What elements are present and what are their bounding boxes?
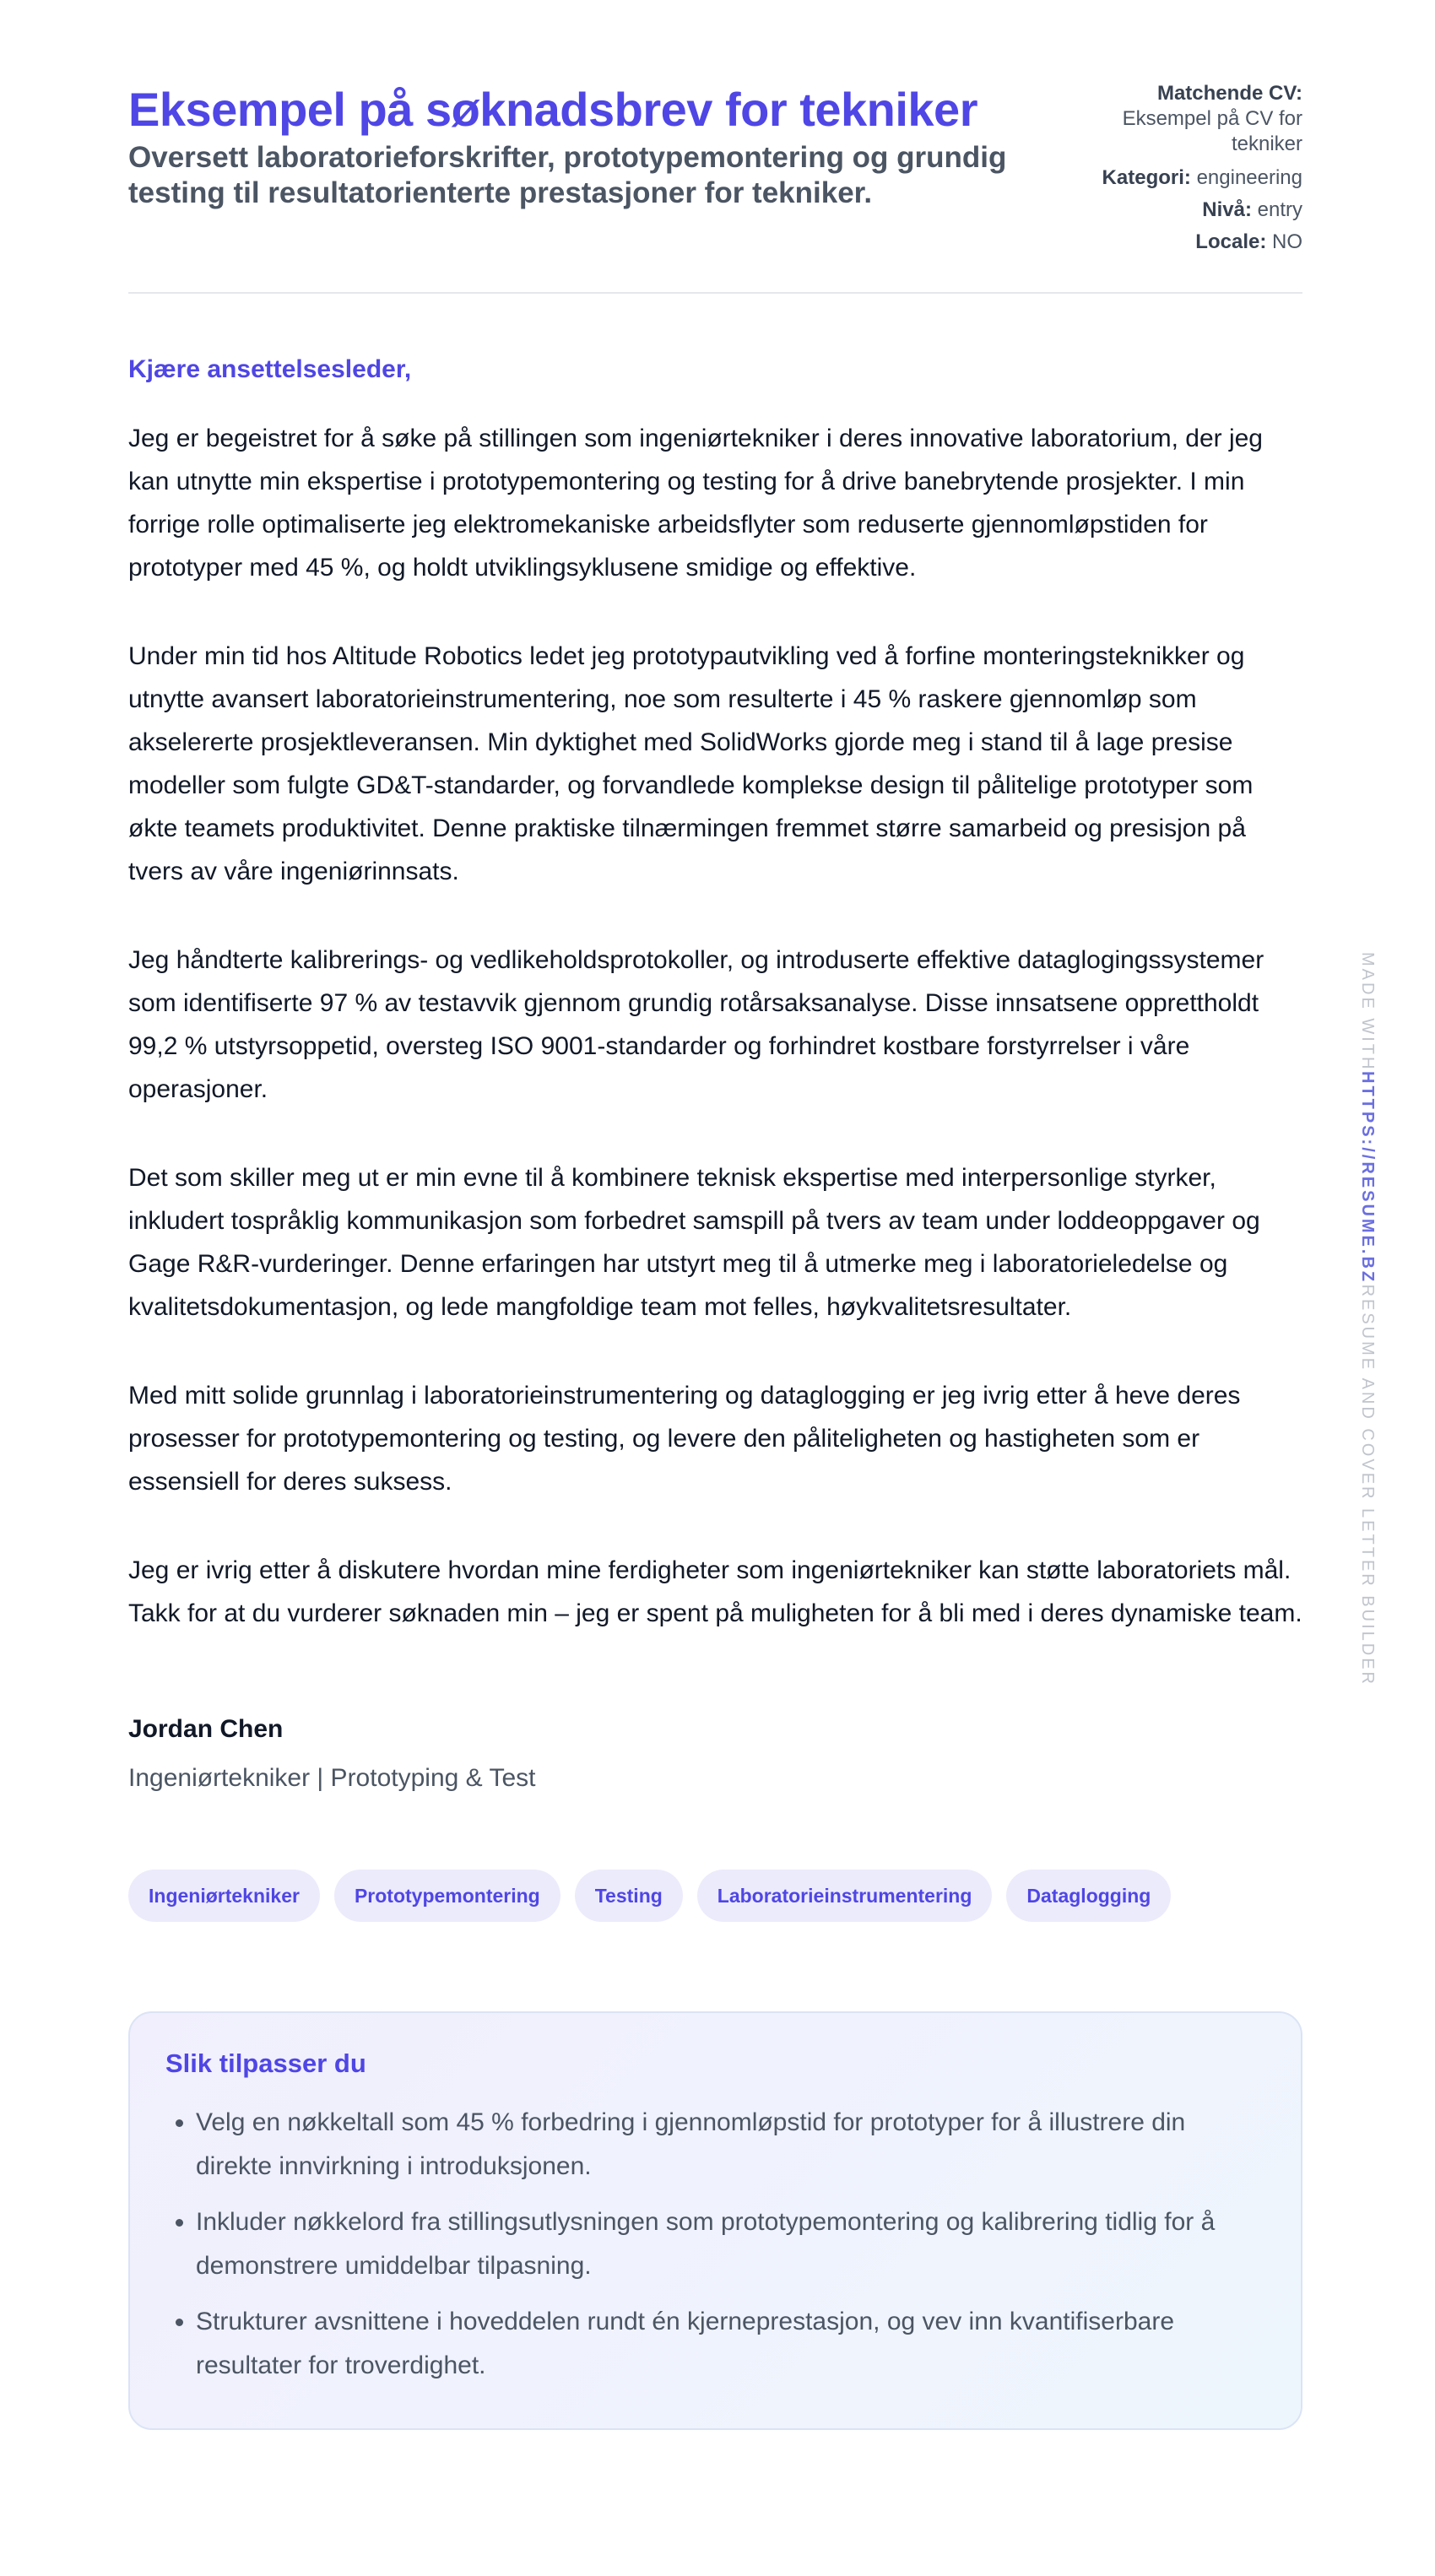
paragraph: Jeg håndterte kalibrerings- og vedlikeholdsprotokoller, og introduserte effektive dataglogingssystemer som identifiserte 97 % av testavvik gjennom grundig rotårsaksanalyse. Disse innsatsene opprettholdt 99,2 % utstyrsoppetid, oversteg ISO 9001-standarder og forhindret kostbare forstyrrelser i våre operasjoner. <box>128 946 1264 1103</box>
meta-category-value: engineering <box>1196 166 1302 189</box>
meta-locale <box>1083 226 1302 258</box>
made-with-banner <box>1357 952 1377 1686</box>
tag[interactable]: Prototypemontering <box>334 1870 560 1922</box>
tips-list <box>165 2101 1267 2388</box>
tip-item: • Inkluder nøkkelord fra stillingsutlysningen som prototypemontering og kalibrering tidlig for å demonstrere umiddelbar tilpasning. <box>196 2200 1267 2288</box>
meta-cv <box>1083 81 1302 157</box>
page-subtitle: Oversett laboratorieforskrifter, prototypemontering og grundig testing til resultatorienterte prestasjoner for tekniker. <box>128 141 1007 209</box>
made-with-prefix: MADE WITH <box>1358 952 1377 1072</box>
paragraph: Jeg er begeistret for å søke på stillingen som ingeniørtekniker i deres innovative laboratorium, der jeg kan utnytte min ekspertise i prototypemontering og testing for å drive banebrytende prosjekter. I min forrige rolle optimaliserte jeg elektromekaniske arbeidsflyter som reduserte gjennomløpstiden for prototyper med 45 %, og holdt utviklingsyklusene smidige og effektive. <box>128 425 1263 582</box>
meta-cv-link[interactable]: Eksempel på CV for tekniker <box>1122 107 1302 155</box>
letter-body <box>128 417 1302 1635</box>
paragraph: Under min tid hos Altitude Robotics ledet jeg prototypautvikling ved å forfine monteringsteknikker og utnytte avansert laboratorieinstrumentering, noe som resulterte i 45 % raskere gjennomløp som akselererte prosjektleveransen. Min dyktighet med SolidWorks gjorde meg i stand til å lage presise modeller som fulgte GD&T-standarder, og forvandlede komplekse design til pålitelige prototyper som økte teamets produktivitet. Denne praktiske tilnærmingen fremmet større samarbeid og presisjon på tvers av våre ingeniørinnsats. <box>128 642 1254 885</box>
resume-bz-link[interactable]: HTTPS://RESUME.BZ <box>1358 1071 1377 1285</box>
meta-category <box>1083 162 1302 194</box>
tips-title: Slik tilpasser du <box>165 2048 366 2078</box>
meta-cv-label: Matchende CV: <box>1156 82 1302 105</box>
meta-level <box>1083 194 1302 226</box>
meta-level-label: Nivå: <box>1202 198 1252 221</box>
meta-locale-value: NO <box>1272 230 1302 253</box>
signature-role: Ingeniørtekniker | Prototyping & Test <box>128 1764 536 1792</box>
tip-item: • Strukturer avsnittene i hoveddelen rundt én kjerneprestasjon, og vev inn kvantifiserbare resultater for troverdighet. <box>196 2300 1267 2388</box>
paragraph: Jeg er ivrig etter å diskutere hvordan mine ferdigheter som ingeniørtekniker kan støtte laboratoriets mål. Takk for at du vurderer søknaden min – jeg er spent på muligheten for å bli med i deres dynamiske team. <box>128 1556 1302 1627</box>
meta-panel <box>1083 81 1302 292</box>
tag-list <box>128 1870 1302 1922</box>
tag[interactable]: Laboratorieinstrumentering <box>697 1870 993 1922</box>
meta-level-value: entry <box>1257 198 1302 221</box>
made-with-suffix: RESUME AND COVER LETTER BUILDER <box>1358 1284 1377 1686</box>
header <box>128 0 1302 294</box>
tip-item: • Velg en nøkkeltall som 45 % forbedring i gjennomløpstid for prototyper for å illustrere din direkte innvirkning i introduksjonen. <box>196 2101 1267 2189</box>
greeting: Kjære ansettelsesleder, <box>128 355 412 383</box>
tag[interactable]: Testing <box>575 1870 683 1922</box>
signature <box>128 1713 1302 1795</box>
tag[interactable]: Ingeniørtekniker <box>128 1870 320 1922</box>
tag[interactable]: Dataglogging <box>1006 1870 1171 1922</box>
title-block <box>128 81 1057 292</box>
meta-locale-label: Locale: <box>1195 230 1267 253</box>
signature-name: Jordan Chen <box>128 1715 284 1743</box>
meta-category-label: Kategori: <box>1102 166 1191 189</box>
page-title: Eksempel på søknadsbrev for tekniker <box>128 83 977 136</box>
page <box>128 0 1302 2430</box>
paragraph: Det som skiller meg ut er min evne til å kombinere teknisk ekspertise med interpersonlige styrker, inkludert tospråklig kommunikasjon som forbedret samspill på tvers av team under loddeoppgaver og Gage R&R-vurderinger. Denne erfaringen har utstyrt meg til å utmerke meg i laboratorieledelse og kvalitetsdokumentasjon, og lede mangfoldige team mot felles, høykvalitetsresultater. <box>128 1164 1260 1321</box>
tips-box <box>128 2011 1302 2430</box>
paragraph: Med mitt solide grunnlag i laboratorieinstrumentering og dataglogging er jeg ivrig etter å heve deres prosesser for prototypemontering og testing, og levere den påliteligheten og hastigheten som er essensiell for deres suksess. <box>128 1382 1241 1496</box>
